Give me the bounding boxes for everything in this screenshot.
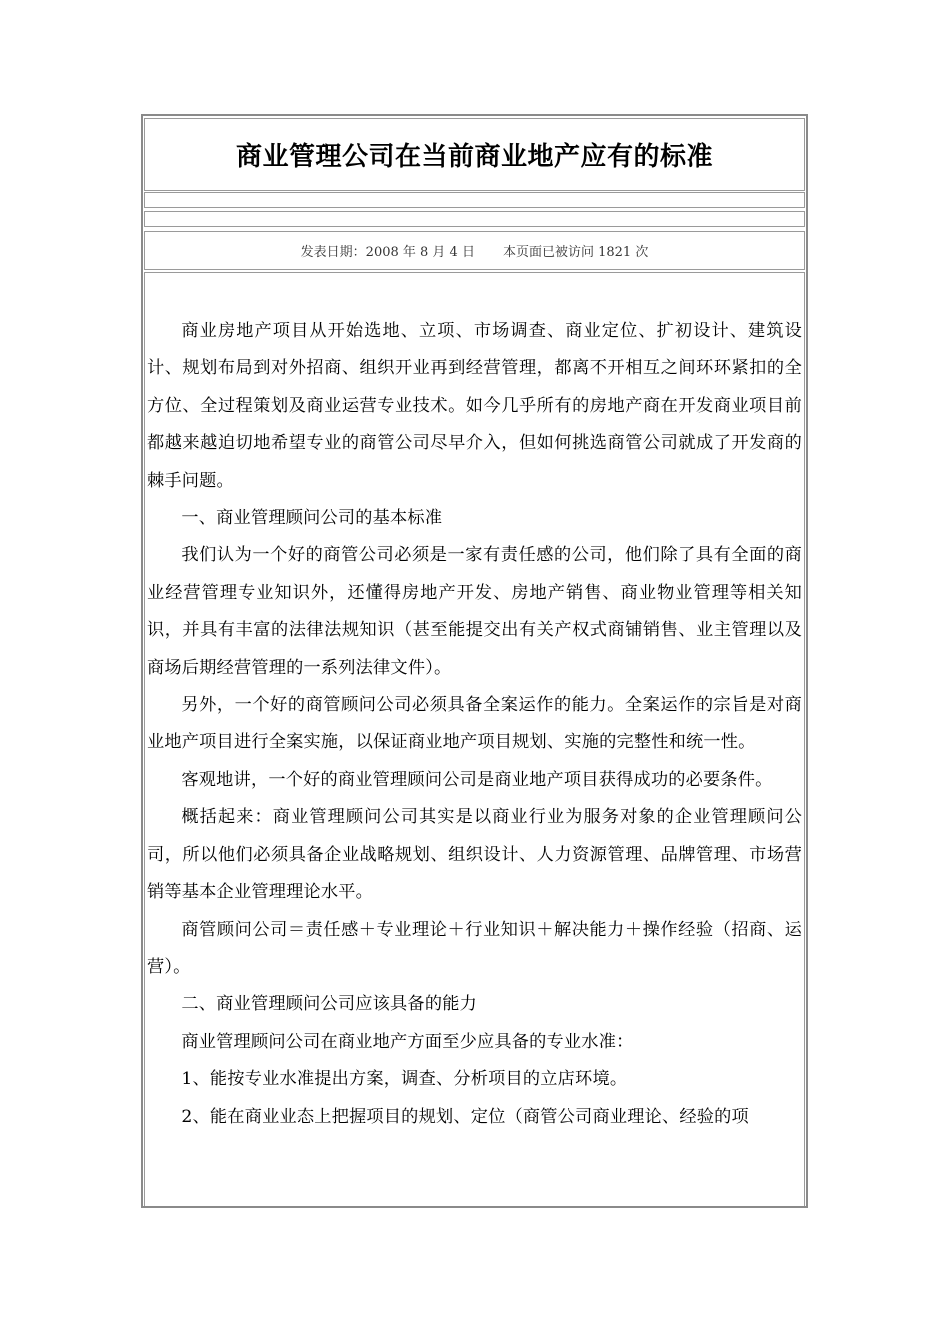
view-count: 本页面已被访问 1821 次 bbox=[502, 245, 649, 260]
paragraph: 客观地讲，一个好的商业管理顾问公司是商业地产项目获得成功的必要条件。 bbox=[181, 769, 773, 790]
paragraph: 商业管理顾问公司在商业地产方面至少应具备的专业水准： bbox=[181, 1031, 634, 1052]
paragraph: 概括起来：商业管理顾问公司其实是以商业行业为服务对象的企业管理顾问公司，所以他们必须具备企业战略规划、组织设计、人力资源管理、品牌管理、市场营销等基本企业管理理论水平。 bbox=[147, 807, 802, 903]
blank-row bbox=[144, 211, 805, 227]
section-heading: 二、商业管理顾问公司应该具备的能力 bbox=[181, 994, 477, 1015]
article-table bbox=[141, 114, 808, 1208]
paragraph: 商业房地产项目从开始选地、立项、市场调查、商业定位、扩初设计、建筑设计、规划布局到对外招商、组织开业再到经营管理，都离不开相互之间环环紧扣的全方位、全过程策划及商业运营专业技术。如今几乎所有的房地产商在开发商业项目前都越来越迫切地希望专业的商管公司尽早介入，但如何挑选商管公司就成了开发商的棘手问题。 bbox=[147, 321, 802, 491]
meta-row bbox=[144, 231, 805, 270]
publish-date: 发表日期：2008 年 8 月 4 日 bbox=[300, 245, 475, 260]
list-item: 2、能在商业业态上把握项目的规划、定位（商管公司商业理论、经验的项 bbox=[181, 1106, 749, 1127]
blank-row bbox=[144, 192, 805, 208]
section-heading: 一、商业管理顾问公司的基本标准 bbox=[181, 508, 443, 529]
paragraph: 我们认为一个好的商管公司必须是一家有责任感的公司，他们除了具有全面的商业经营管理专业知识外，还懂得房地产开发、房地产销售、商业物业管理等相关知识，并具有丰富的法律法规知识（甚至能提交出有关产权式商铺销售、业主管理以及商场后期经营管理的一系列法律文件）。 bbox=[147, 545, 802, 678]
article-title: 商业管理公司在当前商业地产应有的标准 bbox=[235, 142, 713, 172]
article-body bbox=[147, 313, 802, 1136]
body-cell bbox=[144, 272, 805, 1208]
paragraph: 另外，一个好的商管顾问公司必须具备全案运作的能力。全案运作的宗旨是对商业地产项目进行全案实施，以保证商业地产项目规划、实施的完整性和统一性。 bbox=[147, 695, 802, 753]
paragraph: 商管顾问公司＝责任感＋专业理论＋行业知识＋解决能力＋操作经验（招商、运营）。 bbox=[147, 919, 802, 977]
list-item: 1、能按专业水准提出方案，调查、分析项目的立店环境。 bbox=[181, 1069, 628, 1090]
title-cell bbox=[144, 118, 805, 191]
